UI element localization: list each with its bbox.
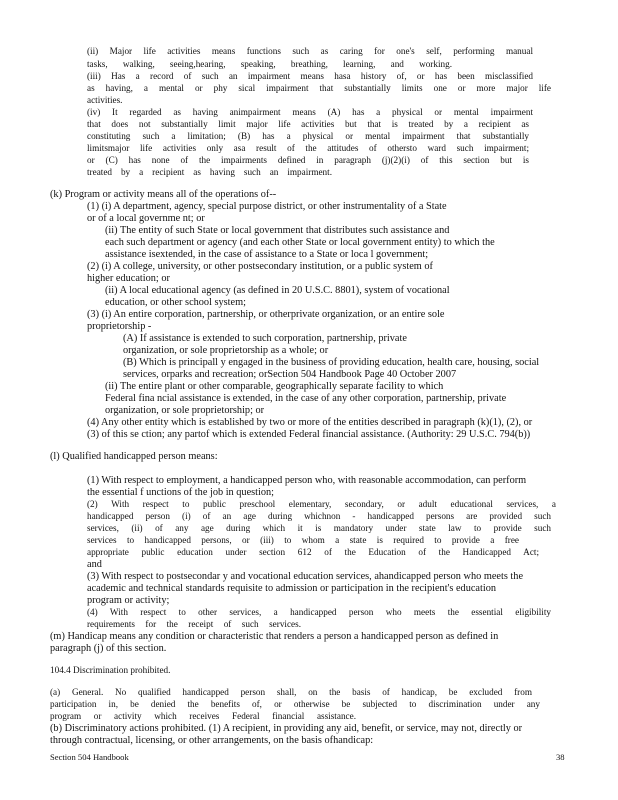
text-line: (ii) Major life activities means functions such as caring for one's self, performing manual (87, 47, 533, 56)
text-line: requirements for the receipt of such services. (87, 620, 301, 629)
text-line: (1) (i) A department, agency, special purpose district, or other instrumentality of a State (87, 201, 447, 212)
text-line: proprietorship - (87, 321, 152, 332)
text-line: tasks, walking, seeing,hearing, speaking, breathing, learning, and working. (87, 60, 452, 69)
text-line: that does not substantially limit major life activities but that is treated by a recipient as (87, 120, 529, 129)
text-line: (3) (i) An entire corporation, partnership, or otherprivate organization, or an entire sole (87, 309, 445, 320)
text-line: (a) General. No qualified handicapped person shall, on the basis of handicap, be excluded from (50, 688, 532, 697)
text-line: (ii) A local educational agency (as defined in 20 U.S.C. 8801), system of vocational (105, 285, 450, 296)
text-line: (iv) It regarded as having animpairment means (A) has a physical or mental impairment (87, 108, 533, 117)
text-line: (A) If assistance is extended to such corporation, partnership, private (123, 333, 407, 344)
text-line: (4) Any other entity which is established by two or more of the entities described in paragraph (k)(1), (2), or (87, 417, 533, 428)
text-line: (4) With respect to other services, a handicapped person who meets the essential eligibility (87, 608, 551, 617)
text-line: (ii) The entire plant or other comparable, geographically separate facility to which (105, 381, 444, 392)
text-line: academic and technical standards requisite to admission or participation in the recipient's education (87, 583, 497, 594)
text-line: (ii) The entity of such State or local government that distributes such assistance and (105, 225, 450, 236)
text-line: (iii) Has a record of such an impairment means hasa history of, or has been misclassified (87, 72, 533, 81)
text-line: services, (ii) of any age during which it is mandatory under state law to provide such (87, 524, 551, 533)
text-line: (b) Discriminatory actions prohibited. (1) A recipient, in providing any aid, benefit, or service, may not, directly or (50, 723, 523, 734)
text-line: paragraph (j) of this section. (50, 643, 167, 654)
text-line: education, or other school system; (105, 297, 246, 308)
text-line: services to handicapped persons, or (iii) to whom a state is required to provide a free (87, 536, 519, 545)
footer-page-number: 38 (556, 752, 565, 762)
text-line: or (C) has none of the impairments defined in paragraph (j)(2)(i) of this section but is (87, 156, 529, 165)
text-line: (k) Program or activity means all of the operations of-- (50, 189, 277, 200)
text-line: organization, or sole proprietorship; or (105, 405, 265, 416)
text-line: appropriate public education under section 612 of the Education of the Handicapped Act; (87, 548, 539, 557)
text-line: (2) With respect to public preschool elementary, secondary, or adult educational services, a (87, 500, 556, 509)
text-line: 104.4 Discrimination prohibited. (50, 665, 171, 675)
text-line: and (87, 559, 102, 570)
text-line: handicapped person (i) of an age during whichnon - handicapped persons are provided such (87, 512, 551, 521)
text-line: program or activity; (87, 595, 170, 606)
text-line: assistance isextended, in the case of assistance to a State or loca l government; (105, 249, 429, 260)
text-line: treated by a recipient as having such an impairment. (87, 168, 332, 177)
text-line: limitsmajor life activities only asa result of the attitudes of othersto ward such impairment; (87, 144, 529, 153)
text-line: constituting such a limitation; (B) has a physical or mental impairment that substantially (87, 132, 529, 141)
text-line: (3) of this se ction; any partof which is extended Federal financial assistance. (Authority: 29 U.S.C. 794(b)) (87, 429, 531, 440)
text-line: participation in, be denied the benefits of, or otherwise be subjected to discrimination under any (50, 700, 540, 709)
text-line: (2) (i) A college, university, or other postsecondary institution, or a public system of (87, 261, 433, 272)
text-line: the essential f unctions of the job in question; (87, 487, 275, 498)
text-line: higher education; or (87, 273, 170, 284)
text-line: (1) With respect to employment, a handicapped person who, with reasonable accommodation, can perform (87, 475, 527, 486)
text-line: as having, a mental or phy sical impairment that substantially limits one or more major life (87, 84, 551, 93)
text-line: organization, or sole proprietorship as a whole; or (123, 345, 329, 356)
text-line: (3) With respect to postsecondar y and vocational education services, ahandicapped person who meets the (87, 571, 524, 582)
footer-title: Section 504 Handbook (50, 752, 129, 762)
text-line: (l) Qualified handicapped person means: (50, 451, 218, 462)
text-line: or of a local governme nt; or (87, 213, 205, 224)
text-line: (m) Handicap means any condition or characteristic that renders a person a handicapped person as defined in (50, 631, 499, 642)
text-line: (B) Which is principall y engaged in the business of providing education, health care, housing, social (123, 357, 540, 368)
text-line: through contractual, licensing, or other arrangements, on the basis ofhandicap: (50, 735, 374, 746)
text-line: program or activity which receives Federal financial assistance. (50, 712, 356, 721)
text-line: activities. (87, 95, 123, 105)
text-line: services, orparks and recreation; orSection 504 Handbook Page 40 October 2007 (123, 369, 457, 380)
text-line: Federal fina ncial assistance is extended, in the case of any other corporation, partnership, private (105, 393, 507, 404)
text-line: each such department or agency (and each other State or local government entity) to which the (105, 237, 495, 248)
